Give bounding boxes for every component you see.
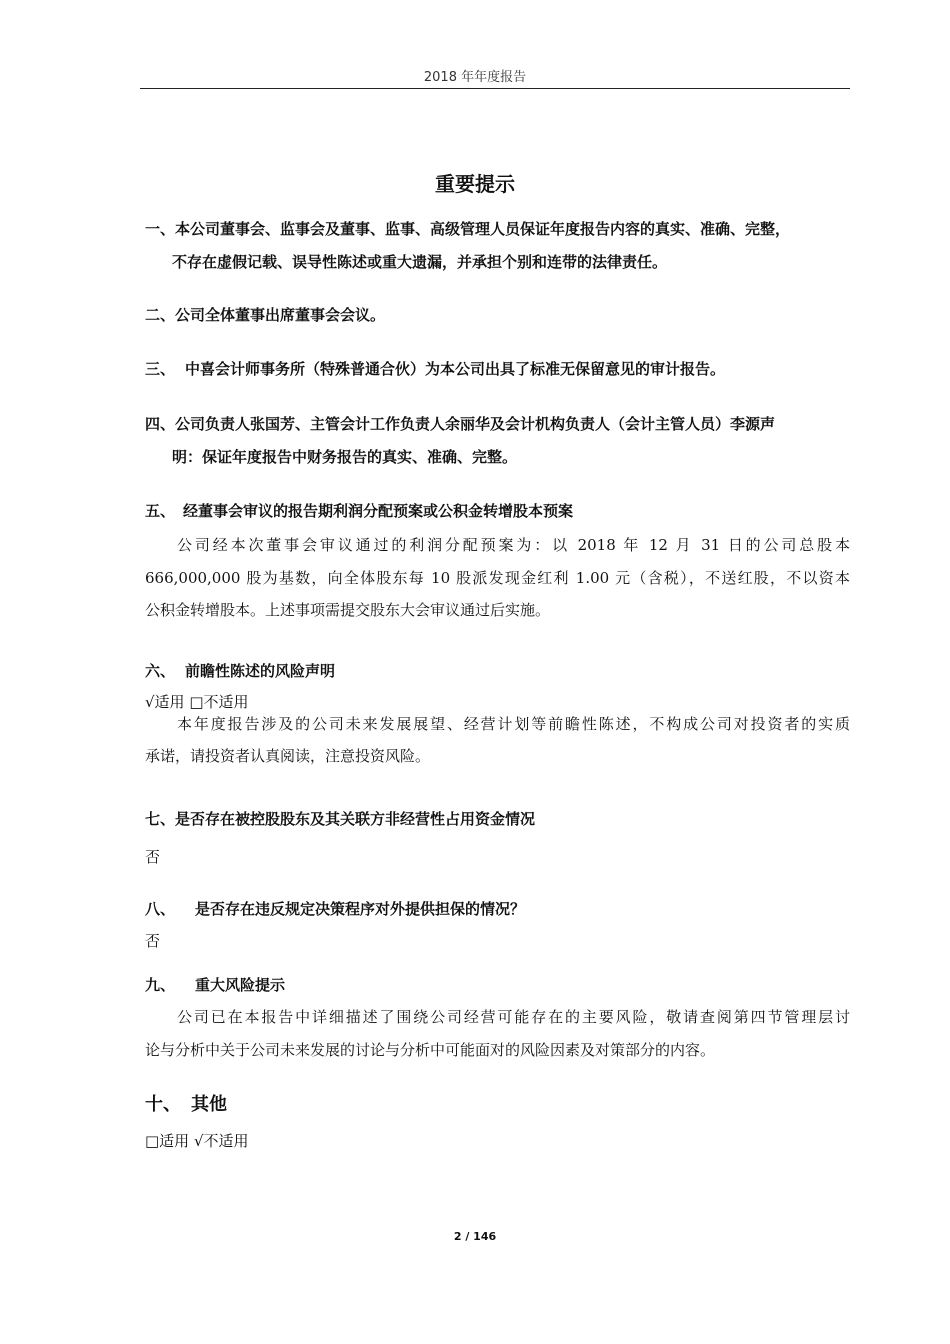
header-rule — [140, 88, 850, 89]
section-5-heading — [145, 501, 850, 521]
section-7-heading-text: 是否存在被控股股东及其关联方非经营性占用资金情况 — [175, 810, 536, 828]
running-header: 2018 年年度报告 — [423, 70, 527, 85]
section-9-number: 九、 — [145, 976, 176, 994]
section-1-line1 — [145, 219, 850, 239]
section-9-paragraph-line2: 论与分析中关于公司未来发展的讨论与分析中可能面对的风险因素及对策部分的内容。 — [145, 1041, 716, 1059]
section-2 — [145, 305, 850, 325]
section-5-paragraph-line1: 公司经本次董事会审议通过的利润分配预案为：以 2018 年 12 月 31 日的公司总股本 — [177, 536, 850, 554]
section-9-heading-text: 重大风险提示 — [195, 976, 286, 994]
section-10-applicable: □适用 √不适用 — [145, 1132, 249, 1150]
section-10-heading-text: 其他 — [191, 1094, 227, 1115]
section-4-line1 — [145, 414, 850, 434]
section-3-number: 三、 — [145, 360, 176, 378]
section-6-number: 六、 — [145, 662, 176, 680]
page-title: 重要提示 — [435, 172, 515, 196]
section-6-heading-text: 前瞻性陈述的风险声明 — [185, 662, 336, 680]
section-4-line2: 明：保证年度报告中财务报告的真实、准确、完整。 — [172, 448, 518, 466]
section-8-heading — [145, 899, 850, 919]
section-9-heading — [145, 975, 850, 995]
section-5-paragraph-line2: 666,000,000 股为基数，向全体股东每 10 股派发现金红利 1.00 元（含税），不送红股，不以资本 — [145, 569, 850, 587]
section-2-number: 二、 — [145, 306, 176, 324]
section-1-number: 一、 — [145, 220, 176, 238]
section-10-heading — [145, 1095, 850, 1115]
section-7-number: 七、 — [145, 810, 176, 828]
section-5-heading-text: 经董事会审议的报告期利润分配预案或公积金转增股本预案 — [183, 502, 574, 520]
section-5-paragraph-line3: 公积金转增股本。上述事项需提交股东大会审议通过后实施。 — [145, 601, 551, 619]
section-6-applicable: √适用 □不适用 — [145, 693, 249, 711]
section-7-heading — [145, 809, 850, 829]
section-6-paragraph-line2: 承诺，请投资者认真阅读，注意投资风险。 — [145, 747, 431, 765]
section-4-number: 四、 — [145, 415, 176, 433]
section-2-text: 公司全体董事出席董事会会议。 — [175, 306, 386, 324]
section-3-text: 中喜会计师事务所（特殊普通合伙）为本公司出具了标准无保留意见的审计报告。 — [185, 360, 726, 378]
section-6-heading — [145, 661, 850, 681]
section-6-paragraph-line1: 本年度报告涉及的公司未来发展展望、经营计划等前瞻性陈述，不构成公司对投资者的实质 — [177, 715, 850, 733]
page-number: 2 / 146 — [453, 1230, 497, 1243]
section-5-number: 五、 — [145, 502, 176, 520]
section-1-text: 本公司董事会、监事会及董事、监事、高级管理人员保证年度报告内容的真实、准确、完整， — [175, 220, 791, 238]
section-7-answer: 否 — [145, 848, 161, 866]
section-10-number: 十、 — [145, 1094, 181, 1115]
section-8-heading-text: 是否存在违反规定决策程序对外提供担保的情况？ — [195, 900, 526, 918]
section-9-paragraph-line1: 公司已在本报告中详细描述了围绕公司经营可能存在的主要风险，敬请查阅第四节管理层讨 — [177, 1008, 850, 1026]
section-3 — [145, 359, 850, 379]
section-1-line2: 不存在虚假记载、误导性陈述或重大遗漏，并承担个别和连带的法律责任。 — [172, 253, 668, 271]
section-4-text: 公司负责人张国芳、主管会计工作负责人余丽华及会计机构负责人（会计主管人员）李源声 — [175, 415, 776, 433]
section-8-answer: 否 — [145, 932, 161, 950]
section-8-number: 八、 — [145, 900, 176, 918]
